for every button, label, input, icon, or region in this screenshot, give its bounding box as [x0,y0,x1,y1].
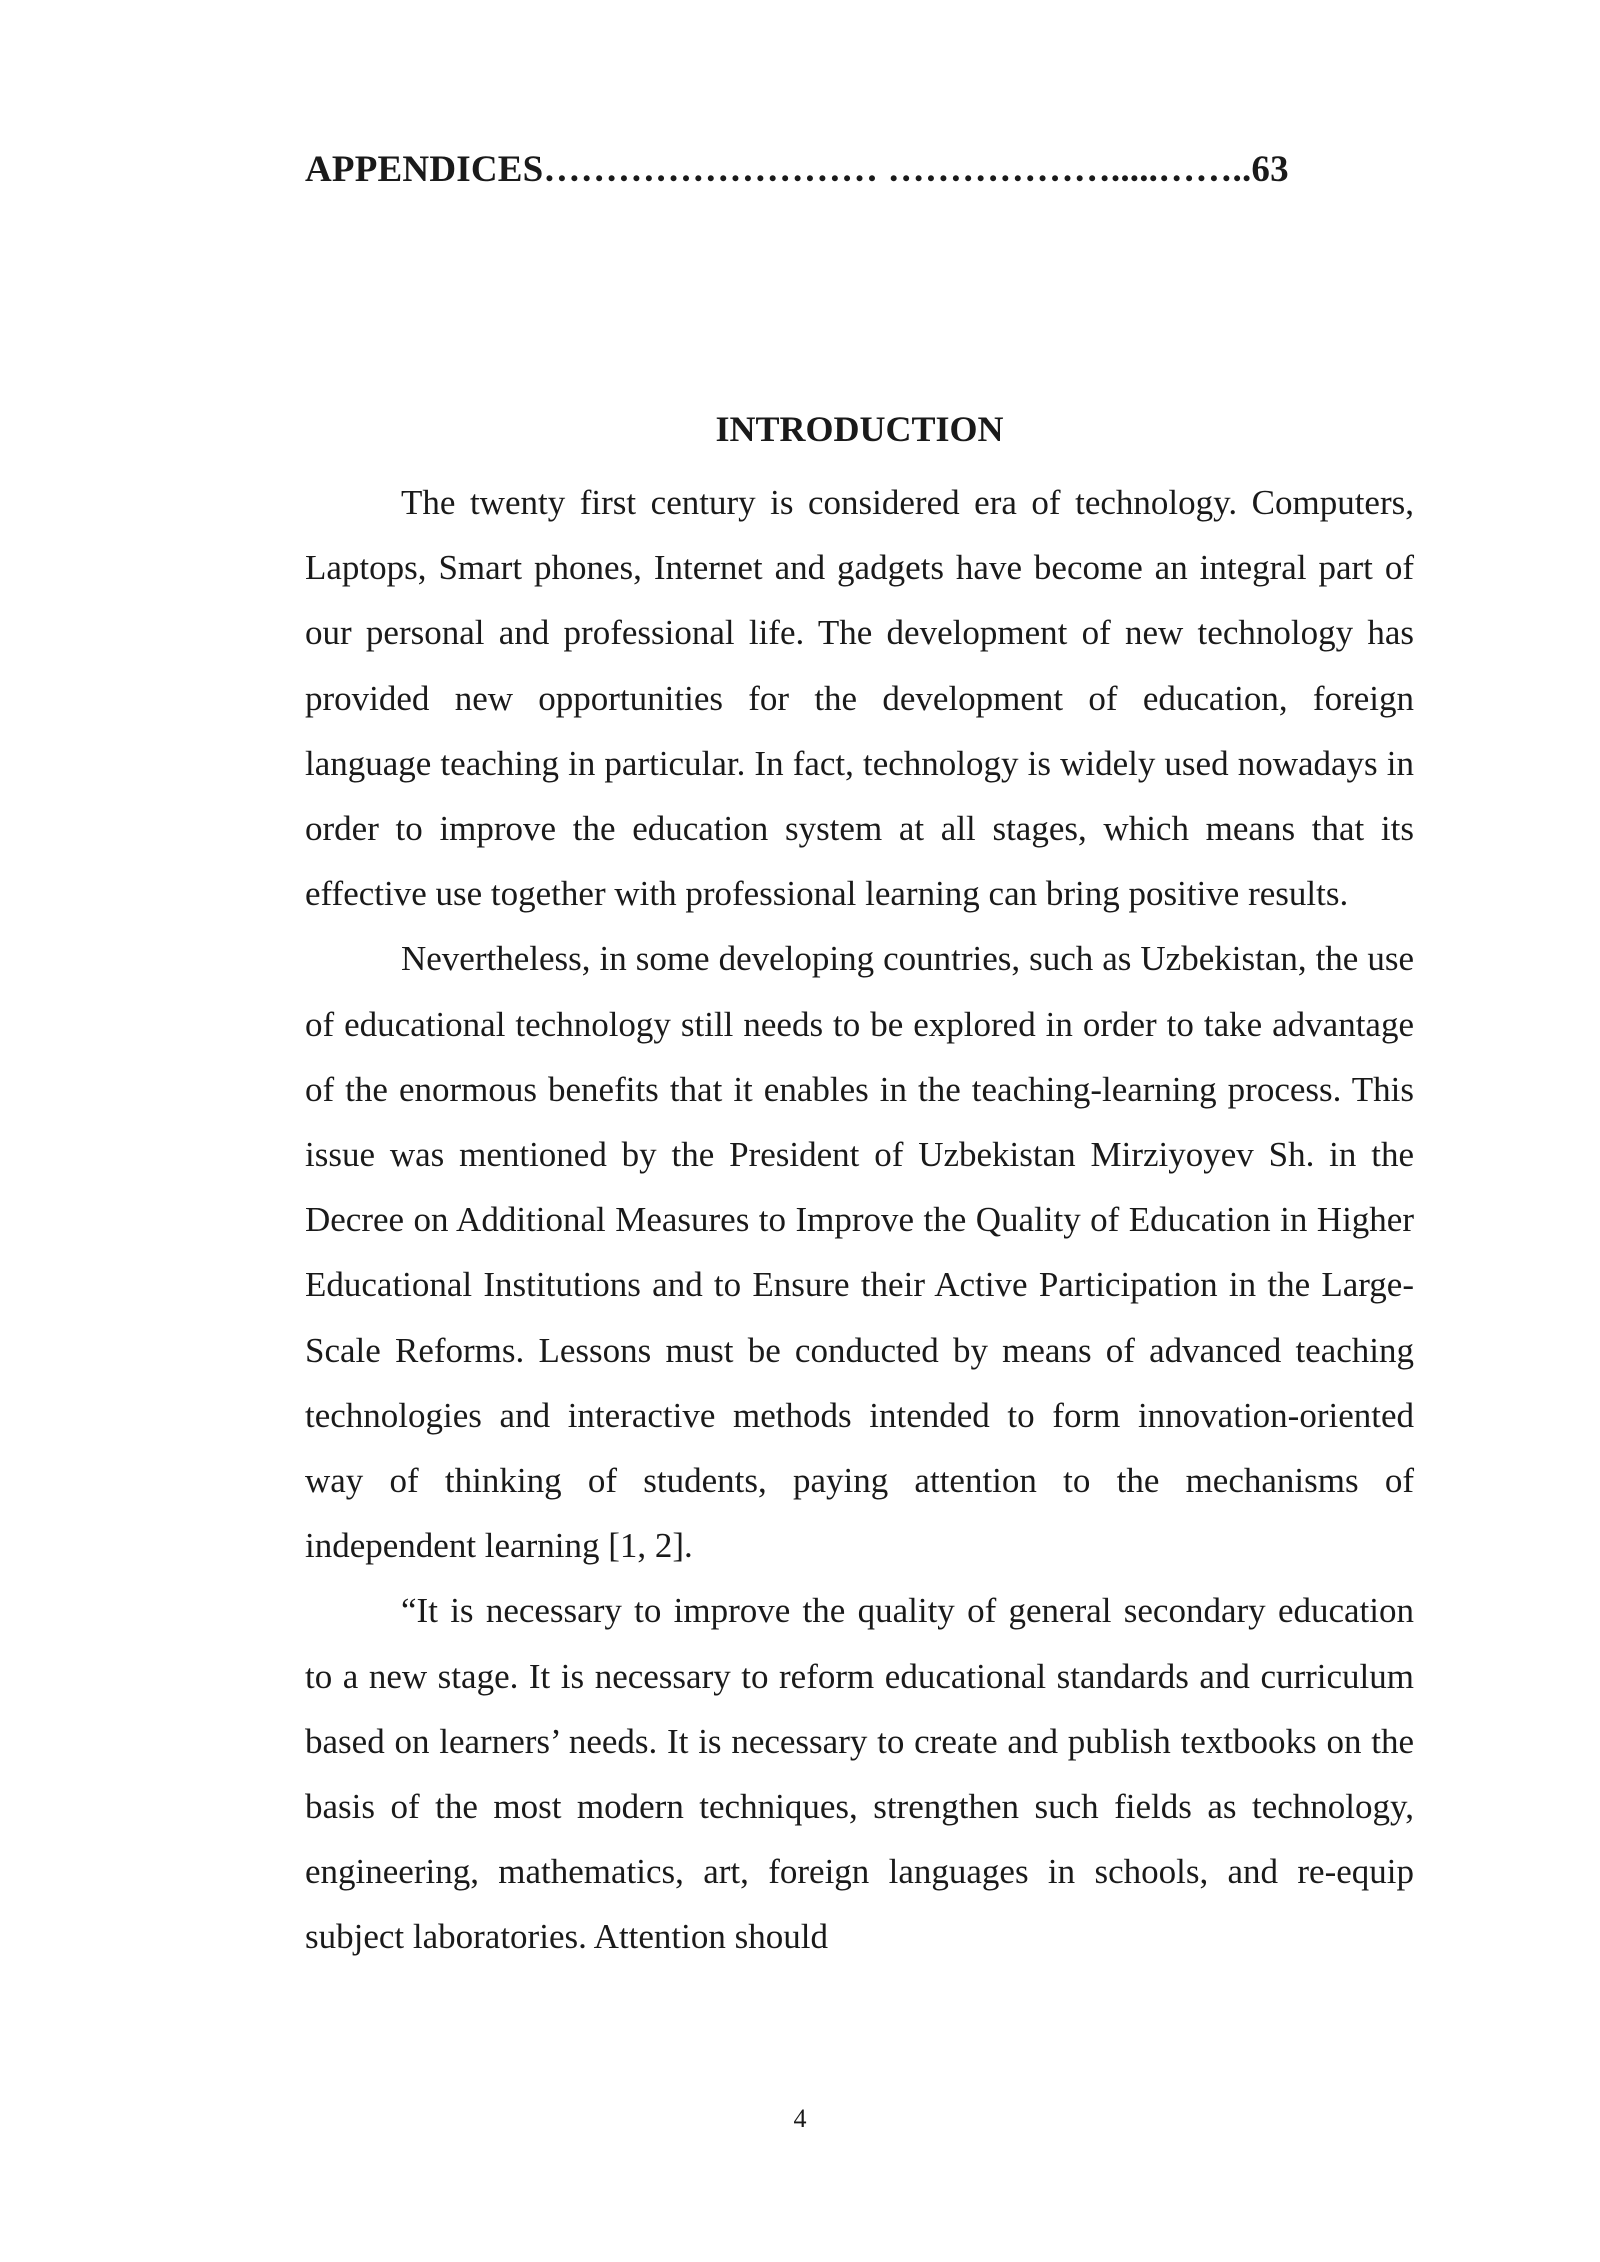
page-number: 4 [793,2104,807,2133]
paragraph: The twenty first century is considered era of technology. Computers, Laptops, Smart phones, Internet and gadgets have become an integral part of our personal and professional life. The development of new technology has provided new opportunities for the development of education, foreign language teaching in particular. In fact, technology is widely used nowadays in order to improve the education system at all stages, which means that its effective use together with professional learning can bring positive results. [305,483,1414,914]
paragraph: “It is necessary to improve the quality of general secondary education to a new stage. It is necessary to reform educational standards and curriculum based on learners’ needs. It is necessary to create and publish textbooks on the basis of the most modern techniques, strengthen such fields as technology, engineering, mathematics, art, foreign languages in schools, and re-equip subject laboratories. Attention should [305,1591,1414,1957]
paragraph: Nevertheless, in some developing countries, such as Uzbekistan, the use of educational technology still needs to be explored in order to take advantage of the enormous benefits that it enables in the teaching-learning process. This issue was mentioned by the President of Uzbekistan Mirziyoyev Sh. in the Decree on Additional Measures to Improve the Quality of Education in Higher Educational Institutions and to Ensure their Active Participation in the Large-Scale Reforms. Lessons must be conducted by means of advanced teaching technologies and interactive methods intended to form innovation-oriented way of thinking of students, paying attention to the mechanisms of independent learning [1, 2]. [305,939,1414,1566]
toc-entry-appendices: APPENDICES……………………… ……………….....……..63 [305,149,1289,190]
section-heading: INTRODUCTION [715,409,1004,449]
body-text [305,470,1414,1970]
